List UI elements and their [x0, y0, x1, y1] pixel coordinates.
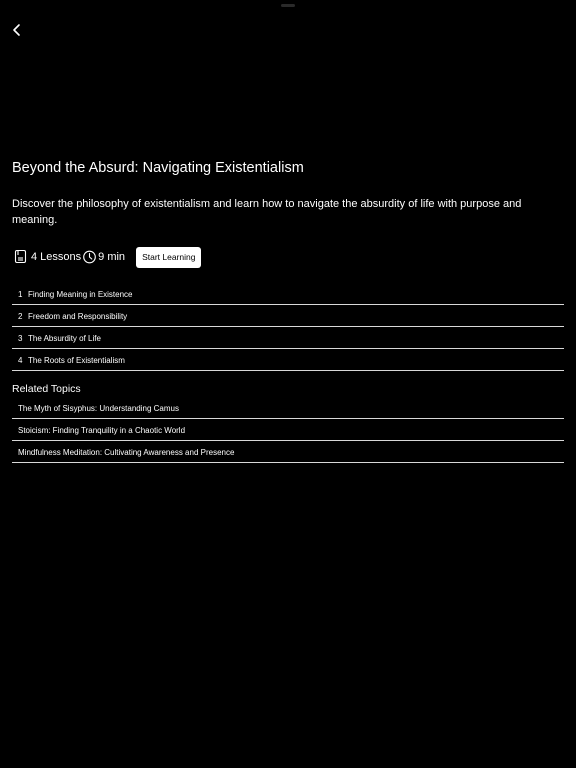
related-topic-title: The Myth of Sisyphus: Understanding Camus [18, 403, 179, 413]
lesson-title: The Absurdity of Life [28, 333, 101, 343]
book-icon [12, 249, 30, 265]
lesson-item[interactable] [12, 306, 564, 327]
lesson-number: 4 [18, 355, 23, 365]
lesson-item[interactable] [12, 284, 564, 305]
chevron-left-icon [10, 22, 24, 38]
lesson-item[interactable] [12, 328, 564, 349]
related-topic-title: Stoicism: Finding Tranquility in a Chaotic World [18, 425, 186, 435]
back-button[interactable] [10, 22, 28, 38]
lesson-item[interactable] [12, 350, 564, 371]
lessons-count [12, 249, 81, 265]
related-topic-title: Mindfulness Meditation: Cultivating Awareness and Presence [18, 447, 235, 457]
related-topics-list [12, 398, 564, 463]
course-meta [12, 246, 564, 268]
lesson-list [12, 284, 564, 371]
lessons-count-label: 4 Lessons [31, 251, 82, 263]
lesson-number: 2 [18, 311, 23, 321]
lesson-title: The Roots of Existentialism [28, 355, 125, 365]
course-title: Beyond the Absurd: Navigating Existentialism [12, 160, 304, 176]
clock-icon [82, 249, 97, 265]
lesson-number: 1 [18, 289, 23, 299]
related-topics-heading: Related Topics [12, 383, 81, 395]
lesson-number: 3 [18, 333, 23, 343]
related-topic-item[interactable] [12, 420, 564, 441]
drag-handle [281, 4, 295, 7]
related-topic-item[interactable] [12, 398, 564, 419]
start-learning-button[interactable]: Start Learning [136, 247, 201, 268]
duration-label: 9 min [98, 251, 126, 263]
course-detail [12, 158, 564, 463]
related-topic-item[interactable] [12, 442, 564, 463]
course-description: Discover the philosophy of existentialism and learn how to navigate the absurdity of life with purpose and meaning. [12, 198, 522, 226]
duration [82, 249, 125, 265]
lesson-title: Freedom and Responsibility [28, 311, 128, 321]
lesson-title: Finding Meaning in Existence [28, 289, 133, 299]
